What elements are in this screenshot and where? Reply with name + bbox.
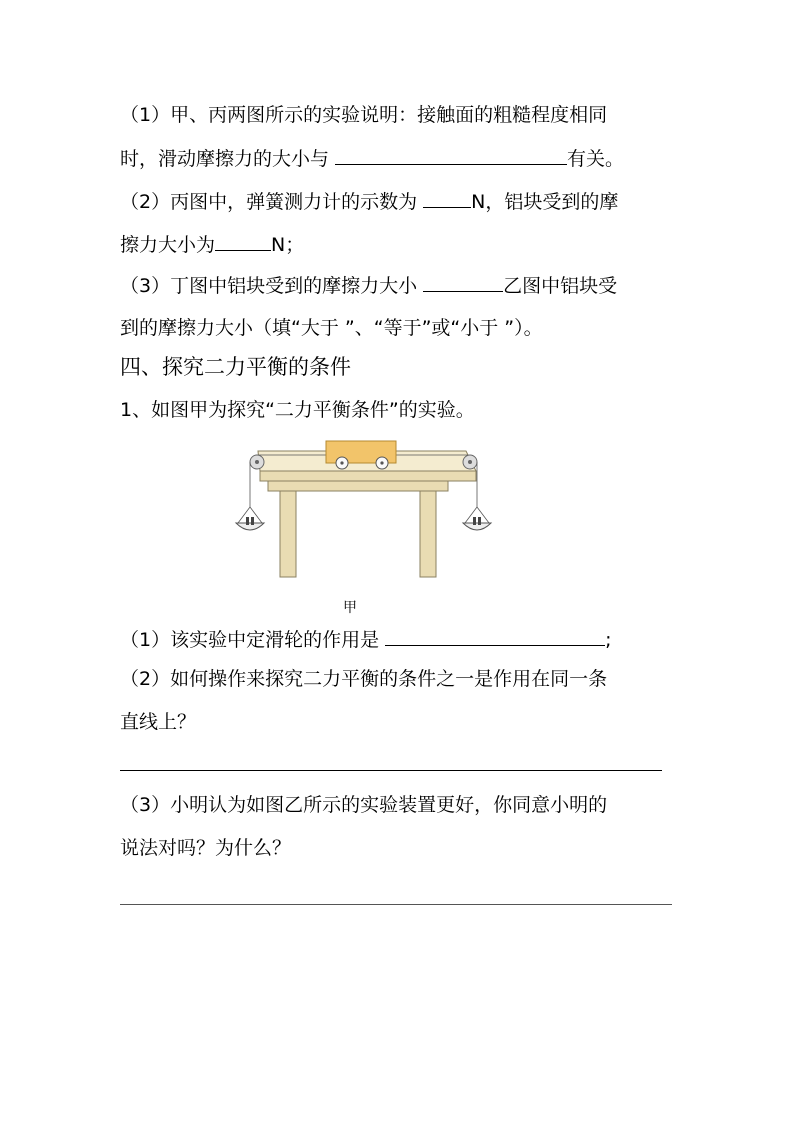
weight-pan-left xyxy=(236,523,264,530)
sub2-answer-line[interactable] xyxy=(120,770,662,771)
sub1-answer-blank[interactable] xyxy=(385,627,605,646)
sub3-line1: （3）小明认为如图乙所示的实验装置更好，你同意小明的 xyxy=(120,794,608,816)
q2-line1: （2）丙图中，弹簧测力计的示数为 N，铝块受到的摩 xyxy=(120,191,619,213)
tabletop-edge xyxy=(260,471,476,481)
sub2-line1: （2）如何操作来探究二力平衡的条件之一是作用在同一条 xyxy=(120,668,608,690)
q2-friction-blank[interactable] xyxy=(215,232,271,251)
q2-line2: 擦力大小为 N； xyxy=(120,234,305,256)
q2-force-reading-blank[interactable] xyxy=(423,189,471,208)
q3-line2: 到的摩擦力大小（填“大于 ”、“等于”或“小于 ”）。 xyxy=(120,317,543,339)
section-title: 四、探究二力平衡的条件 xyxy=(120,355,351,379)
experiment-figure xyxy=(230,437,510,587)
problem1-intro: 1、如图甲为探究“二力平衡条件”的实验。 xyxy=(120,399,475,421)
q1-line1: （1）甲、丙两图所示的实验说明：接触面的粗糙程度相同 xyxy=(120,104,608,126)
sub3-answer-line[interactable] xyxy=(120,904,672,905)
q1-answer-blank[interactable] xyxy=(335,146,567,165)
q3-compare-blank[interactable] xyxy=(423,273,503,292)
sub3-line2: 说法对吗？为什么？ xyxy=(120,837,292,859)
table-leg-right xyxy=(420,485,436,577)
q1-line2: 时，滑动摩擦力的大小与 有关。 xyxy=(120,148,625,170)
sub2-line2: 直线上？ xyxy=(120,711,197,733)
q3-line1: （3）丁图中铝块受到的摩擦力大小 乙图中铝块受 xyxy=(120,275,618,297)
sub1-line: （1）该实验中定滑轮的作用是 ; xyxy=(120,629,612,651)
weight-pan-right xyxy=(463,523,491,530)
table-leg-left xyxy=(280,485,296,577)
figure-caption: 甲 xyxy=(343,600,357,616)
